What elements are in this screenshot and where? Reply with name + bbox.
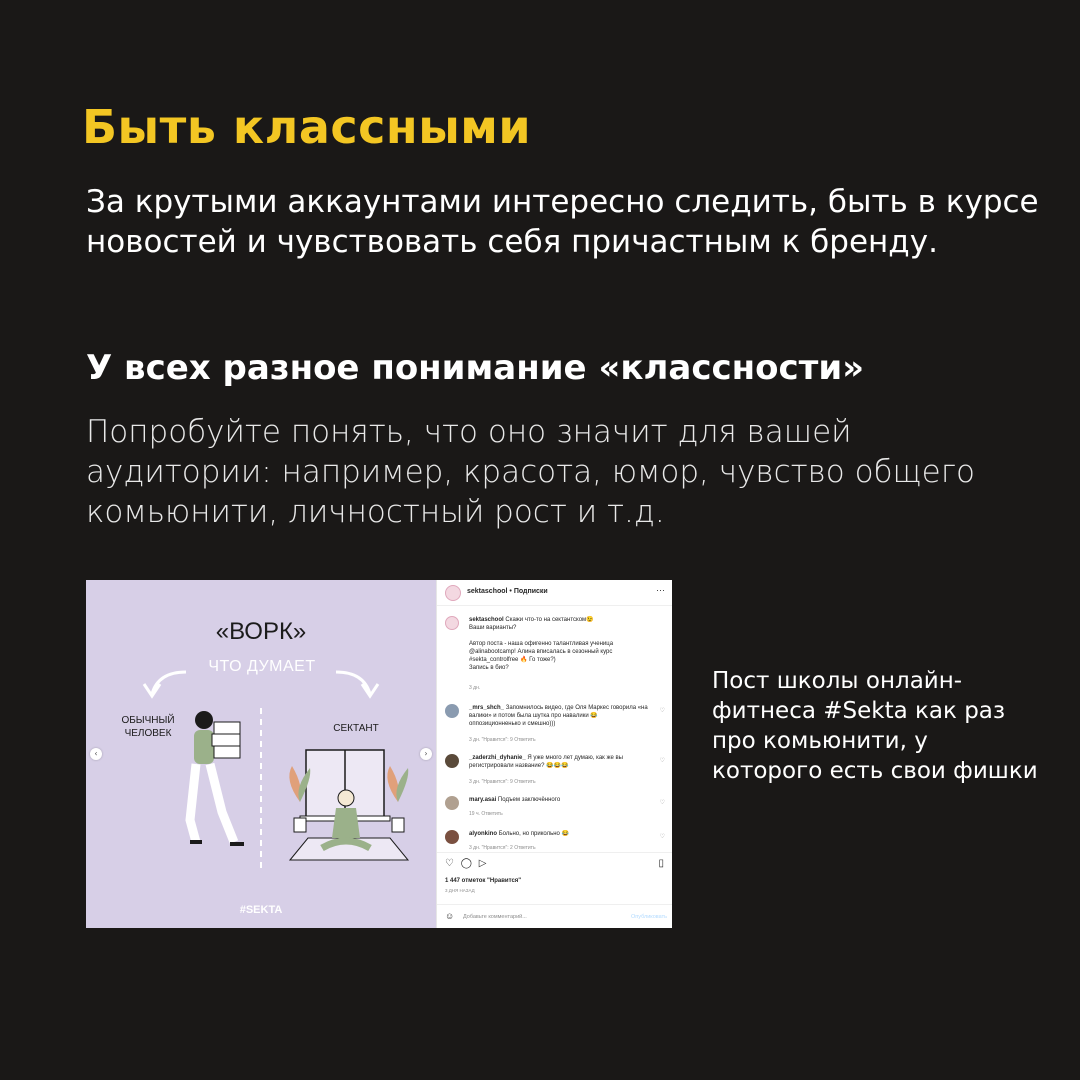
follow-button[interactable]: Подписки [513, 588, 548, 595]
instagram-comments-pane [436, 580, 672, 928]
person-carrying-boxes [190, 711, 244, 846]
section-subtitle: У всех разное понимание «классности» [86, 348, 865, 388]
separator: • [509, 588, 512, 595]
add-comment-bar [437, 904, 672, 928]
post-time: 3 ДНЯ НАЗАД [445, 888, 475, 893]
comment-text: Больно, но прикольно 😂 [498, 831, 570, 837]
caption-line: #sekta_controlfree 🔥 Го тоже?) [469, 657, 556, 663]
post-author [467, 588, 548, 595]
post-actions [445, 858, 488, 869]
divider [437, 852, 672, 853]
chevron-right-icon[interactable]: › [420, 748, 432, 760]
caption-line: @alinabootcamp! Алина вписалась в сезонный курс [469, 649, 613, 655]
caption-comment [445, 616, 667, 696]
add-comment-input[interactable]: Добавьте комментарий... [463, 914, 527, 920]
post-subheading: ЧТО ДУМАЕТ [208, 658, 316, 675]
comment-username[interactable]: sektaschool [469, 617, 504, 623]
like-comment-icon[interactable]: ♡ [659, 708, 665, 714]
comment-icon[interactable]: ◯ [460, 858, 474, 869]
advice-paragraph: Попробуйте понять, что оно значит для вашей аудитории: например, красота, юмор, чувство общего комьюнити, личностный рост и т.д. [86, 414, 975, 530]
comment-time: 3 дн. [469, 685, 481, 691]
like-comment-icon[interactable]: ♡ [659, 800, 665, 806]
comment-username[interactable]: alyonkino [469, 831, 498, 837]
author-username[interactable]: sektaschool [467, 588, 508, 595]
avatar[interactable] [445, 754, 459, 768]
avatar[interactable] [445, 616, 459, 630]
comment-username[interactable]: mary.asai [469, 797, 497, 803]
comment-item [445, 704, 667, 744]
likes-count[interactable]: 1 447 отметок "Нравится" [445, 878, 522, 884]
caption-text [469, 616, 651, 672]
like-comment-icon[interactable]: ♡ [659, 758, 665, 764]
intro-paragraph: За крутыми аккаунтами интересно следить, быть в курсе новостей и чувствовать себя причастным к бренду. [86, 184, 1039, 260]
instagram-post-screenshot [86, 580, 672, 928]
caption-line: Скажи что-то на сектантском😉 [505, 617, 594, 623]
like-icon[interactable]: ♡ [445, 858, 456, 869]
label-sektant: СЕКТАНТ [333, 723, 379, 734]
post-header [437, 580, 672, 606]
publish-button[interactable]: Опубликовать [631, 914, 667, 920]
brand-logo: #SEKTA [239, 904, 283, 916]
slide-title: Быть классными [82, 100, 532, 154]
comment-item [445, 796, 667, 820]
comment-text: Я уже много лет думаю, как же вы регистрировали название? 😂😂😂 [469, 755, 623, 769]
caption-line [469, 632, 651, 640]
chevron-left-icon[interactable]: ‹ [90, 748, 102, 760]
emoji-icon[interactable]: ☺ [445, 911, 455, 921]
comment-meta: 19 ч. Ответить [469, 811, 503, 817]
caption-line: Автор поста - наша офигенно талантливая ученица [469, 641, 614, 647]
post-heading: «ВОРК» [215, 618, 307, 645]
share-icon[interactable]: ▷ [478, 858, 489, 869]
comment-meta: 3 дн. "Нравится": 2 Ответить [469, 845, 536, 851]
caption-line: Ваши варианты? [469, 625, 517, 631]
comment-text: Запомнилось видео, где Оля Маркес говорила «на валики» и потом была шутка про навалики 😂 оппозиционненько и смешно))) [469, 705, 648, 727]
avatar[interactable] [445, 704, 459, 718]
comment-username[interactable]: _zaderzhi_dyhanie_ [469, 755, 526, 761]
caption-line: Запись в био? [469, 665, 509, 671]
save-icon[interactable]: ▯ [658, 858, 664, 869]
avatar[interactable] [445, 585, 461, 601]
like-comment-icon[interactable]: ♡ [659, 834, 665, 840]
label-ordinary-person: ОБЫЧНЫЙ ЧЕЛОВЕК [121, 715, 175, 739]
avatar[interactable] [445, 796, 459, 810]
comment-username[interactable]: _mrs_shch_ [469, 705, 505, 711]
comment-text: Подъем заключённого [497, 797, 561, 803]
comment-meta: 3 дн. "Нравится": 9 Ответить [469, 737, 536, 743]
meditating-person [289, 750, 408, 860]
avatar[interactable] [445, 830, 459, 844]
post-image [86, 580, 436, 928]
comment-item [445, 754, 667, 790]
comment-meta: 3 дн. "Нравится": 9 Ответить [469, 779, 536, 785]
comment-item [445, 830, 667, 852]
screenshot-caption: Пост школы онлайн-фитнеса #Sekta как раз про комьюнити, у которого есть свои фишки [712, 668, 1038, 784]
more-options-icon[interactable]: ··· [656, 585, 665, 595]
